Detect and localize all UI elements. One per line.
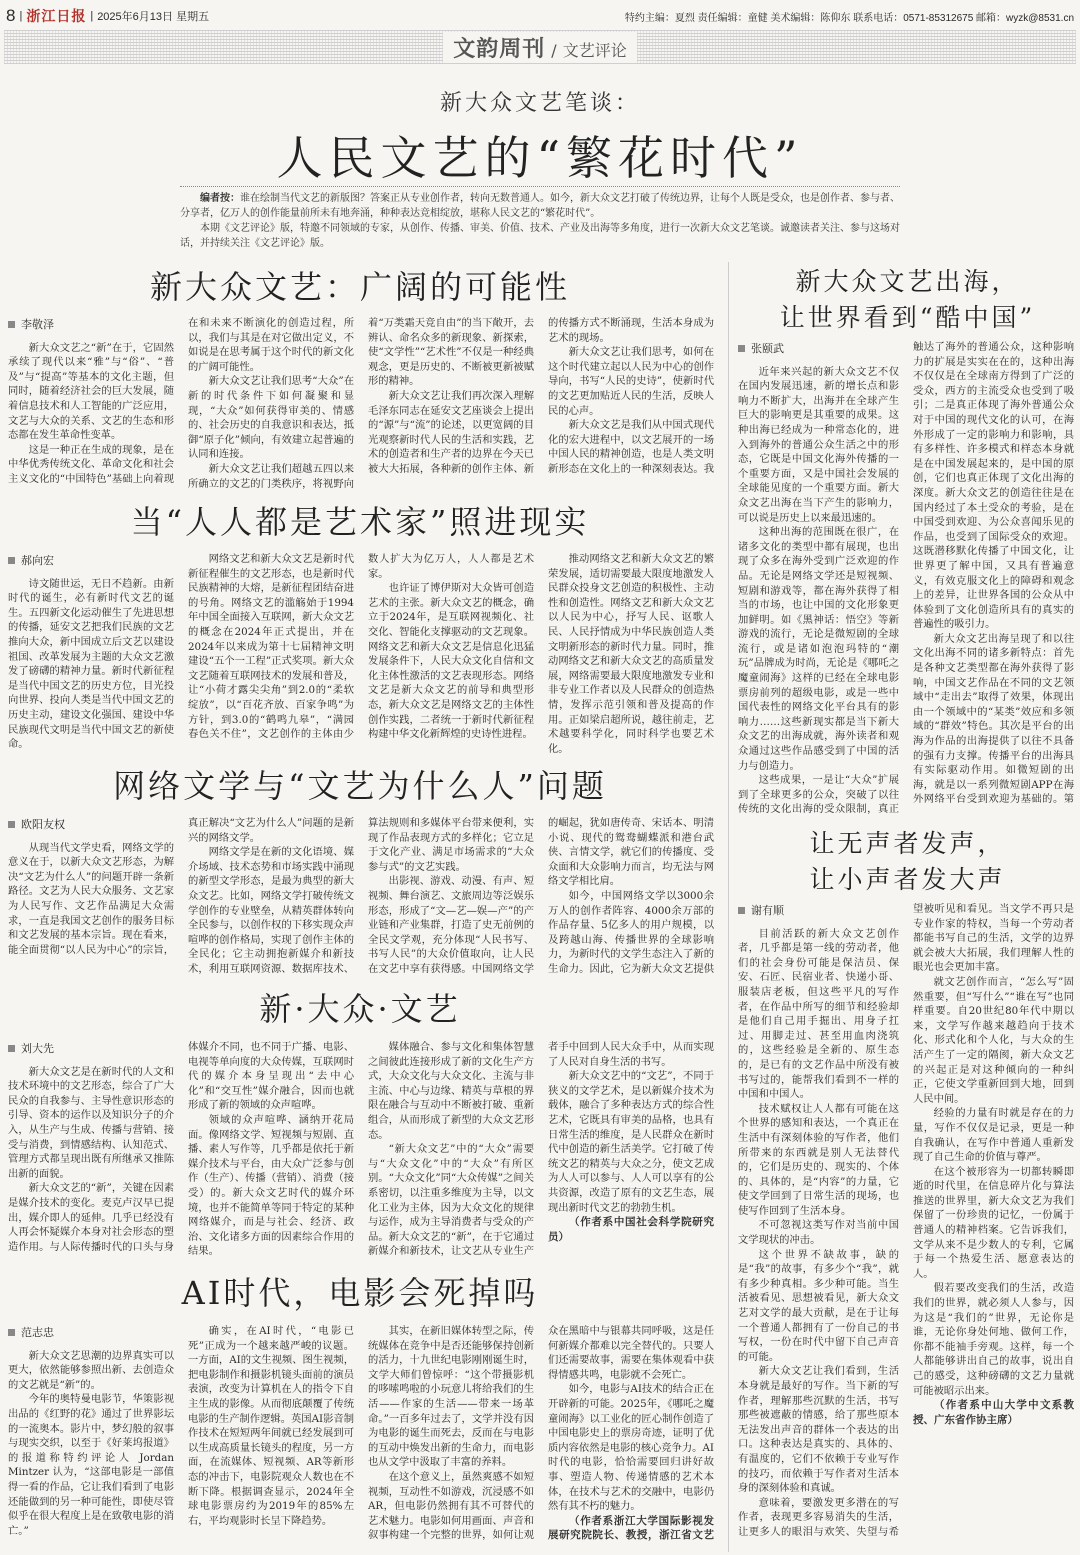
article-paragraph: 新大众文艺让我们思考，如何在这个时代建立起以人民为中心的创作导向，书写“人民的史诗”，使新时代的文艺更加贴近人民的生活，反映人民的心声。 [548, 346, 714, 417]
article-paragraph: 领域的众声喧哗、涵纳开花局面。像网络文学、短视频与短剧、直播、素人写作等，几乎都是依托于新媒介技术与平台，由大众广泛参与创作（生产）、传播（营销）、消费（接受）的。新大众文艺时代的媒介环境，也并不能简单等同于特定的某种网络媒介，而是与社会、经济、政治、文化诸多方面的因素综合作用的结果。 [188, 1113, 354, 1258]
article-paragraph: 不可忽视这类写作对当前中国文学现状的冲击。 [738, 1219, 899, 1247]
article-paragraph: 近年来兴起的新大众文艺不仅在国内发展迅速，新的增长点和影响力不断扩大，出海并在全球产生巨大的影响更是其重要的成果。这种出海已经成为一种常态化的，进入到海外的普通公众生活之中的形态，它既是中国文化海外传播的一个重要方面，又是中国社会发展的全球能见度的一个重要方面。新大众文艺出海在当下产生的影响力，可以说是历史上以来最迅速的。 [738, 365, 899, 524]
article-title: AI时代，电影会死掉吗 [181, 1274, 539, 1312]
page-title: 人民文艺的“繁花时代” [276, 131, 804, 185]
editor-note [180, 186, 900, 251]
article-body [8, 1040, 714, 1262]
article-paragraph: 其实，在新旧媒体转型之际，传统媒体在竞争中是否还能够保持创新的活力，十九世纪电影刚刚诞生时，文学大师们曾惊呼：“这个带摄影机的哆嗦鸣啦的小玩意儿将给我们的生活——作家的生活——带来一场革命。”一百多年过去了，文学并没有因为电影的诞生而死去，反而在与电影的互动中焕发出新的生命力，而电影也从文学中汲取了丰富的养料。 [368, 1325, 534, 1469]
article-title-line: 新大众文艺出海， [795, 267, 1020, 296]
author-byline [8, 818, 174, 833]
byline-square-icon [8, 1329, 15, 1336]
article-paragraph: 新大众文艺让我们超越五四以来所确立的文艺的门类秩序，将视野向着“万类霜天竞自由”的当下敞开，去辨认、命名众多的新现象、新探索，使“文学性”“艺术性”不仅是一种经典观念，更是历史的、不断被更新被赋形的精神。 [188, 317, 534, 490]
article-title: 新·大众·文艺 [259, 990, 461, 1028]
article-body [738, 340, 1074, 818]
article-title: 新大众文艺：广阔的可能性 [149, 268, 570, 306]
article-paragraph: 经验的力量有时就是存在的力量，写作不仅仅是记录，更是一种自我确认，在写作中普通人重新发现了自己生命的价值与尊严。 [913, 1107, 1074, 1164]
supplement-title: 文韵周刊 [453, 36, 546, 62]
article-paragraph: 技术赋权让人人都有可能在这个世界的感知和表达，一个真正在生活中有深刻体验的写作者，他们所带来的东西就是别人无法替代的，它们是历史的、现实的、个体的、具体的，是“内容”的力量，它使文学回到了日常生活的现场，也使写作回到了生活本身。 [738, 1102, 899, 1217]
article-title [735, 826, 1080, 898]
byline-square-icon [8, 821, 15, 828]
section-banner [4, 30, 1076, 64]
article-title: 当“人人都是艺术家”照进现实 [130, 503, 590, 541]
page-header [0, 0, 1080, 28]
article-paragraph: 新大众文艺的“新”，关键在因素是媒介技术的变化。麦克卢汉早已提出，媒介即人的延伸。几乎已经没有人再会怀疑媒介本身对社会形态的塑造作用。与人际传播时代的口头与身体媒介不同，也不同于广播、电影、电视等单向度的大众传媒，互联网时代的媒介本身呈现出“去中心化”和“交互性”媒介融合，因而也就形成了新的领域的众声喧哗。 [8, 1041, 354, 1253]
article-title-line: 让世界看到“酷中国” [779, 303, 1036, 332]
article-paragraph: 从现当代文学史看，网络文学的意义在于，以新大众文艺形态，为解决“文艺为什么人”的问题开辟一条新路径。文艺为人民大众服务、文艺家为人民写作、文艺作品满足大众需求，一直是我国文艺创作的服务目标和文艺发展的基本宗旨。现在看来，能全面贯彻“以人民为中心”的宗旨，真正解决“文艺为什么人”问题的是新兴的网络文学。 [8, 817, 354, 956]
article-paragraph: “新大众文艺”中的“大众”需要与“大众文化”中的“大众”有所区别。“大众文化”同“大众传媒”之间关系密切，以注重多维度为主导，以文化工业为主体，因为大众文化的规律与运作，成为主导消费者与受众的产品。新大众文艺的“新”，在于它通过新媒介和新技术，让文艺从专业生产者手中回到人民大众手中，从而实现了人民对自身生活的书写。 [368, 1041, 714, 1258]
editor-note-label: 编者按： [200, 193, 240, 204]
column-divider [728, 262, 729, 1552]
article-title-line: 让无声者发声， [809, 829, 1006, 858]
banner-separator: / [551, 40, 557, 60]
article-paragraph: 目前活跃的新大众文艺创作者，几乎都是第一线的劳动者，他们的社会身份可能是保洁员、保安、石匠、民宿业者、快递小哥、服装店老板，但这些平凡的写作者，在作品中所写的细节和经验却是他们自己用手掘出、用身子扛过、用脚走过、甚至用血肉浇筑的，这些经验是全新的、原生态的，是已有的文艺作品中所没有被书写过的，能帮我们看到不一样的中国和中国人。 [738, 927, 899, 1101]
article-paragraph: 今年的奥特曼电影节，华策影视出品的《红野的花》通过了世界影坛的一流奥本。影片中，梦幻般的叙事与现实交织，以至于《好莱坞报道》的报道称特约评论人 Jordan Mintzer 认为，“这部电影是一部值得一看的作品，它让我们看到了电影还能做到的另一种可能性，即使尽管似乎在很大程度上是在致敬电影的消亡。” [8, 1393, 174, 1537]
article-paragraph: 新大众文艺思潮的边界真实可以更大，依然能够参照出新、去创造众的文艺就是“新”的。 [8, 1349, 174, 1391]
article-body [8, 1324, 714, 1554]
article-paragraph: 假若要改变我们的生活，改造我们的世界，就必须人人参与，因为这是“我们的”世界，无论你是谁，无论你身处何地、做何工作，你都不能袖手旁观。这样，每一个人都能够讲出自己的故事，说出自己的感受，这种磅礴的文艺力量就可能被昭示出来。 [913, 1282, 1074, 1397]
article-paragraph: 在这个意义上，虽然爽感不如短视频，互动性不如游戏，沉浸感不如AR，但电影仍然拥有其不可替代的艺术魅力。电影如何用画面、声音和叙事构建一个完整的世界，如何让观众在黑暗中与银幕共同呼吸，这是任何新媒介都难以完全替代的。只要人们还需要故事，需要在集体观看中获得情感共鸣，电影就不会死亡。 [368, 1325, 714, 1542]
byline-square-icon [8, 557, 15, 564]
article-paragraph: 推动网络文艺和新大众文艺的繁荣发展，适切需要最大限度地激发人民群众投身文艺创造的积极性、主动性和创造性。网络文艺和新大众文艺以人民为中心，抒写人民、讴歌人民、人民抒情成为中华民族创造人类文明新形态的新时代力量。同时，推动网络文艺和新大众文艺的高质量发展，网络需要最大限度地激发专业和非专业工作者以及人民群众的创造热情，发挥示范引领和普及提高的作用。正如梁启超所说，越往前走，艺术越要科学化，同时科学也要艺术化。 [548, 553, 714, 755]
author-attribution: （作者系中山大学中文系教授、广东省作协主席） [913, 1399, 1074, 1426]
author-name: 谢有顺 [751, 905, 784, 917]
article-paragraph: 网络文艺和新大众文艺是新时代新征程催生的文艺形态，也是新时代民族精神的大熔，是新征程团结奋进的号角。网络文艺的滥觞始于1994年中国全面接入互联网，新大众文艺的概念在2024年正式提出，并在2024年以来成为第十七届精神文明建设“五个一工程”正式奖项。新大众文艺随着互联网技术的发展和普及，让“小荷才露尖尖角”到2.0的“柔软绽放”，以“百花齐放、百家争鸣”为方针，到3.0的“鹤鸣九皋”，“满园春色关不住”，文艺创作的主体由少数人扩大为亿万人，人人都是艺术家。 [188, 553, 534, 741]
byline-square-icon [8, 321, 15, 328]
byline-square-icon [8, 1045, 15, 1052]
divider: | [19, 10, 23, 22]
article-body [8, 552, 714, 760]
article-paragraph: 新大众文艺出海呈现了和以往文化出海不同的诸多新特点：首先是各种文艺类型都在海外获得了影响，中国文艺作品在不同的文艺领域中“走出去”取得了效果，体现出由一个领域中的“某类”效应和多领域的“群效”特色。其次是平台的出海为作品的出海提供了以往不具备的强有力支撑。传播平台的出海具有实际驱动作用。如微短剧的出海，就是以一系列微短剧APP在海外网络平台受到欢迎为基础的。第 [913, 632, 1074, 806]
author-name: 刘大先 [21, 1043, 54, 1055]
author-attribution: （作者系浙江大学国际影视发展研究院院长、教授，浙江省文艺 [548, 1514, 714, 1542]
feature-kicker: 新大众文艺笔谈： [439, 91, 640, 116]
article-paragraph: 网络文学是在新的文化语境、媒介场域、技术态势和市场实践中涌现的新型文学形态，是最为典型的新大众文艺。比如，网络文学打破传统文学创作的专业壁垒，从精英群体转向全民参与，以创作权的下移实现众声喧哗的创作格局，实现了创作主体的全民化；它主动拥抱新媒介和新技术，利用互联网资源、数据库技术、算法规则和多媒体平台带来便利，实现了作品表现方式的多样化；它立足于文化产业、满足市场需求的“大众参与式”的文艺实践。 [188, 817, 534, 975]
article-paragraph: 也许证了博伊斯对大众皆可创造艺术的主张。新大众文艺的概念，确立于2024年，是互联网视频化、社交化、智能化支撑驱动的文艺现象。网络文艺和新大众文艺是信息化迅猛发展条件下，人民大众文化自信和文化主体性激活的文艺表现形态。网络文艺是新大众文艺的前导和典型形态，新大众文艺是网络文艺的主体性创作实践，二者统一于新时代新征程构建中华文化新辉煌的史诗性进程。 [368, 582, 534, 741]
byline-square-icon [738, 907, 745, 914]
article-paragraph: 意味着，要激发更多潜在的写作者，表现更多容易消失的生活，让更多人的眼泪与欢笑、失望与希望被听见和看见。当文学不再只是专业作家的特权，当每一个劳动者都能书写自己的生活，文学的边界就会被大大拓展，我们理解人性的眼光也会更加丰富。 [738, 903, 1074, 1538]
article-paragraph: 诗文随世运，无日不趋新。由新时代的诞生，必有新时代文艺的诞生。五四新文化运动催生了先进思想的传播，延安文艺把我们民族的文艺推向大众，新中国成立后文艺以建设祖国、改革发展为主题的大众文艺激发了磅礴的精神力量。新时代新征程是当代中国文艺的历史方位，目光投向世界、投向人类是当代中国文艺的历史主动，建设文化强国、建设中华民族现代文明是当代中国文艺的新使命。 [8, 577, 174, 751]
article-paragraph: 在这个被形容为一切都转瞬即逝的时代里，在信息碎片化与算法推送的世界里，新大众文艺为我们保留了一份珍贵的记忆，一份属于普通人的精神档案。它告诉我们，文学从来不是少数人的专利，它属于每一个热爱生活、愿意表达的人。 [913, 1165, 1074, 1280]
article-paragraph: 如今，中国网络文学以3000余万人的创作者阵容、4000余万部的作品存量、5亿多人的用户规模，以及跨越山海、传播世界的全球影响力，为新时代的文学生态注入了新的生命力。因此，它为新大众文艺提供 [548, 889, 714, 975]
author-byline [738, 342, 899, 357]
article-paragraph: 新大众文艺之“新”在于，它固然承续了现代以来“雅”与“俗”、“普及”与“提高”等基本的文化主题，但同时，随着经济社会的巨大发展，随着信息技术和人工智能的广泛应用，文艺与大众的关系、文艺的生态和形态都在发生革命性变革。 [8, 341, 174, 442]
article-paragraph: 新大众文艺让我们思考“大众”在新的时代条件下如何凝聚和显现，“大众”如何获得审美的、情感的、社会历史的自我意识和表达，抵御“原子化”倾向，有效建立起普遍的认同和连接。 [188, 375, 354, 461]
article-title: 网络文学与“文艺为什么人”问题 [113, 767, 607, 805]
article-paragraph: 新大众文艺让我们再次深入理解毛泽东同志在延安文艺座谈会上提出的“源”与“流”的论述，以更宽阔的目光观察新时代人民的生活和实践，艺术的创造者和生产者的边界在今天已被大大拓展，各种新的创作主体、新的传播方式不断涌现，生活本身成为艺术的现场。 [368, 317, 714, 475]
article-paragraph: 这是一种正在生成的现象，是在中华优秀传统文化、革命文化和社会主义文化的“中国特色”基础上向着现在和未来不断演化的创造过程，所以，我们与其是在对它做出定义，不如说是在思考属于这个时代的新文化的广阔可能性。 [8, 317, 354, 485]
author-byline [8, 318, 174, 333]
article-body [8, 816, 714, 980]
divider: | [90, 10, 94, 22]
article-paragraph: 这种出海的范围既在很广，在诸多文化的类型中都有展现，也出现了众多在海外受到广泛欢迎的作品。无论是网络文学还是短视频、短剧和游戏等，都在海外获得了相当的市场，也让中国的文化形象更加鲜明。如《黑神话：悟空》等新游戏的流行，无论是微短剧的全球流行，或是诸如泡泡玛特的“潮玩”品牌成为时尚，无论是《哪吒之魔童闹海》这样的已经在全球电影票房前列的超级电影，或是一些中国代表性的网络文化平台具有的影响力……这些新现实都是当下新大众文艺的出海成就，海外读者和观众通过这些作品感受到了中国的活力与创造力。 [738, 526, 899, 772]
author-attribution: （作者系中国社会科学院研究员） [548, 1216, 714, 1243]
article-body [738, 902, 1074, 1554]
article-paragraph: 这些成果，一是让“大众”扩展到了全球更多的公众，突破了以往传统的文化出海的受众限制，真正触达了海外的普通公众，这种影响力的扩展是实实在在的，这种出海不仅仅是在全球南方得到了广泛的受众，西方的主流受众也受到了吸引；二是真正体现了海外普通公众对于中国的现代文化的认可，在海外形成了一定的影响力和影响，具有多样性、许多模式和样态本身就是在中国发展起来的，是中国的原创，它们也真正体现了文化出海的深度。新大众文艺的创造往往是在国内经过了本土受众的考验，是在中国受到欢迎、为公众喜闻乐见的作品，也受到了国际受众的欢迎。这既潜移默化传播了中国文化，让世界更了解中国，又具有普遍意义，有效克服文化上的障碍和观念上的差异，让世界各国的公众从中体验到了文化创造所具有的真实的普遍性的吸引力。 [738, 341, 1074, 816]
author-byline [738, 904, 899, 919]
section-title: 文艺评论 [562, 40, 627, 60]
author-name: 范志忠 [21, 1327, 54, 1339]
page-number: 8 [6, 6, 16, 25]
article-body [8, 316, 714, 492]
article-paragraph: 媒体融合、参与文化和集体智慧之间彼此连接形成了新的文化生产方式，大众文化与大众文化、主流与非主流、中心与边缘、精英与草根的界限在融合与互动中不断被打破、重新组合，从而形成了新型的大众文艺形态。 [368, 1041, 534, 1141]
article-paragraph: 新大众文艺是在新时代的人文和技术环境中的文艺形态，综合了广大民众的自我参与、主导性意识形态的引导、资本的运作以及知识分子的介入，从生产与生成、传播与营销、接受与消费，到情感结构、认知范式、管理方式都呈现出既有所继承又推陈出新的面貌。 [8, 1065, 174, 1180]
author-name: 郝向宏 [21, 555, 54, 567]
article-paragraph: 新大众文艺中的“文艺”，不同于狭义的文学艺术，是以新媒介技术为载体，融合了多种表达方式的综合性艺术，它既具有审美的品格，也具有日常生活的维度，是人民群众在新时代中创造的新生活美学。它打破了传统文艺的精英与大众之分，使文艺成为人人可以参与、人人可以享有的公共资源，改造了原有的文艺生态，展现出新时代文艺的勃勃生机。 [548, 1070, 714, 1214]
article-paragraph: 出影视、游戏、动漫、有声、短视频、舞台演艺、文旅周边等泛娱乐形态，形成了“文—艺—娱—产”的产业链和产业集群，打造了史无前例的全民文学观，充分体现“人民书写、书写人民”的大众价值取向，让人民在文艺中享有获得感。中国网络文学的崛起，犹如唐传奇、宋话本、明清小说、现代的鸳鸯蝴蝶派和港台武侠、言情文学，就它们的传播度、受众面和大众影响力而言，均无法与网络文学相比肩。 [368, 817, 714, 975]
byline-square-icon [738, 345, 745, 352]
newspaper-logo: 浙江日报 [26, 9, 87, 25]
editor-note-text: 谁在绘制当代文艺的新版图？答案正从专业创作者，转向无数普通人。如今，新大众文艺打破了传统边界，让每个人既是受众，也是创作者、参与者、分享者，亿万人的创作能量前所未有地奔涌，种种表达竞相绽放，堪称人民文艺的“繁花时代”。 [180, 193, 900, 219]
author-byline [8, 1042, 174, 1057]
author-name: 欧阳友权 [21, 819, 65, 831]
author-byline [8, 554, 174, 569]
article-paragraph: 确实，在AI时代，“电影已死”正成为一个越来越严峻的议题。一方面，AI的文生视频、图生视频，把电影制作和摄影机镜头面前的演员表演，改变为计算机在人的指令下自主生成的影像。从而彻底颠覆了传统电影的生产制作逻辑。英国AI影音制作技术在短短两年间就已经发展到可以生成高质量长镜头的程度，另一方面，在流媒体、短视频、AR等新形态的冲击下，电影院观众人数也在不断下降。根据调查显示，2024年全球电影票房约为2019年的85%左右，平均观影时长呈下降趋势。 [188, 1325, 354, 1527]
editor-note-text-2: 本期《文艺评论》版，特邀不同领域的专家，从创作、传播、审美、价值、技术、产业及出海等多角度，进行一次新大众文艺笔谈。诚邀读者关注、参与这场对话，并持续关注《文艺评论》版。 [180, 223, 900, 249]
issue-date: 2025年6月13日 星期五 [97, 11, 210, 23]
article-title-line: 让小声者发大声 [809, 865, 1006, 894]
article-paragraph: 这个世界不缺故事，缺的是“我”的故事，有多少个“我”，就有多少种真相。多少种可能。当生活被看见、思想被看见，新大众文艺对文学的最大贡献，是在于让每一个普通人都拥有了一份自己的书写权，一份在时代中留下自己声音的可能。 [738, 1248, 899, 1363]
article-paragraph: 新大众文艺是我们从中国式现代化的宏大进程中，以文艺展开的一场中国人民的精神创造，也是人类文明新形态在文化上的一种深刻表达。我 [548, 419, 714, 475]
article-paragraph: 就文艺创作而言，“怎么写”固然重要，但“写什么”“谁在写”也同样重要。自20世纪80年代中期以来，文学写作越来越趋向于技术化、形式化和个人化，与大众的生活产生了一定的隔阂，新大众文艺的兴起正是对这种倾向的一种纠正，它使文学重新回到大地，回到人民中间。 [913, 975, 1074, 1105]
author-name: 张颐武 [751, 343, 784, 355]
article-title [735, 264, 1080, 336]
article-paragraph: 新大众文艺让我们看到，生活本身就是最好的写作。当下新的写作者，理解那些沉默的生活，书写那些被遮蔽的情感，给了那些原本无法发出声音的群体一个表达的出口。这种表达是真实的、具体的、有温度的，它们不依赖于专业写作的技巧，而依赖于写作者对生活本身的深刻体验和真诚。 [738, 1365, 899, 1495]
editorial-credits: 特约主编：夏烈 责任编辑：童健 美术编辑：陈仰东 联系电话：0571-85312675 邮箱：wyzk@8531.cn [624, 13, 1074, 24]
author-name: 李敬泽 [21, 319, 54, 331]
author-byline [8, 1326, 174, 1341]
article-paragraph: 如今，电影与AI技术的结合正在开辟新的可能。2025年，《哪吒之魔童闹海》以工业化的匠心制作创造了中国电影史上的票房奇迹，证明了优质内容依然是电影的核心竞争力。AI时代的电影，恰恰需要回归讲好故事、塑造人物、传递情感的艺术本体，在技术与艺术的交融中，电影仍然有其不朽的魅力。 [548, 1383, 714, 1513]
